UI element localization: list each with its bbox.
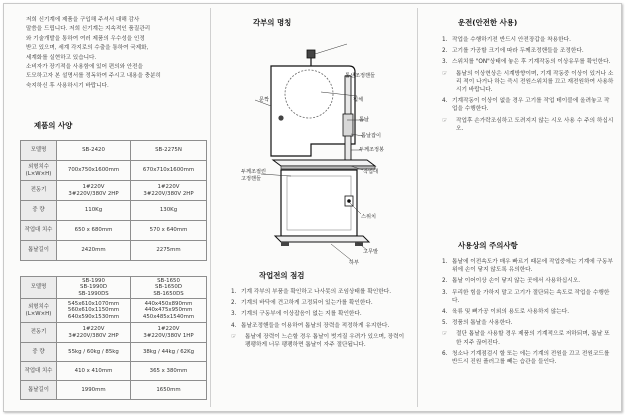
label-blade: 톱날 bbox=[359, 117, 370, 123]
brochure-sheet bbox=[3, 3, 622, 412]
spec-value: 55kg / 60kg / 85kg bbox=[57, 343, 131, 362]
spec-value: 1990mm bbox=[57, 381, 131, 400]
spec-label: 중 량 bbox=[21, 201, 57, 221]
diagram-leader-lines bbox=[211, 4, 416, 264]
spec-label: 외형치수 (L×W×H) bbox=[21, 161, 57, 181]
panel-operation bbox=[418, 4, 621, 411]
spec-value: 130Kg bbox=[131, 201, 207, 221]
spec-label: 전동기 bbox=[21, 323, 57, 343]
spec-value: 1#220V 3#220V/380V 2HP bbox=[131, 181, 207, 201]
spec-value: 410 x 410mm bbox=[57, 362, 131, 381]
spec-value: 1#220V 3#220V/380V 2HP bbox=[57, 181, 131, 201]
check-list bbox=[231, 288, 411, 352]
spec-label: 모델명 bbox=[21, 141, 57, 161]
list-item: 1. 기계 각부의 부품을 확인하고 나사못의 조임상태를 확인한다. bbox=[231, 289, 392, 295]
spec-value: 2420mm bbox=[57, 241, 131, 261]
parts-title: 각부의 명칭 bbox=[253, 18, 292, 27]
spec-value: 365 x 380mm bbox=[131, 362, 207, 381]
label-tension-fix: 고정핸들 bbox=[241, 176, 262, 182]
caution-title: 사용상의 주의사항 bbox=[458, 241, 518, 250]
spec-row bbox=[21, 221, 207, 241]
spec-row bbox=[21, 299, 207, 323]
spec-label: 작업대 치수 bbox=[21, 362, 57, 381]
list-item: 2. 고기를 가공할 크기에 따라 두께조정핸들을 조정한다. bbox=[442, 48, 584, 55]
spec-value: SB-1990 SB-1990D SB-1990DS bbox=[57, 277, 131, 299]
spec-label: 모델명 bbox=[21, 277, 57, 299]
spec-label: 외형치수 (L×W×H) bbox=[21, 299, 57, 323]
spec-value: SB-1650 SB-1650D SB-1650DS bbox=[131, 277, 207, 299]
check-title: 작업전의 점검 bbox=[259, 271, 305, 280]
spec-value: 570 x 640mm bbox=[131, 221, 207, 241]
spec-row bbox=[21, 241, 207, 261]
list-item: 3. 스위치를 "ON"상태에 놓은 후 기계작동의 이상유무를 확인한다. bbox=[442, 59, 611, 66]
list-item: 4. 기계작동이 이상이 없을 경우 고기를 작업 테이블에 올려놓고 작업을 수행한다. bbox=[442, 98, 610, 113]
spec-row bbox=[21, 343, 207, 362]
label-saw-guide: 톱샌조정핸들 bbox=[345, 73, 376, 79]
spec-row bbox=[21, 181, 207, 201]
spec-value: 650 x 680mm bbox=[57, 221, 131, 241]
spec-value: 38kg / 44kg / 62Kg bbox=[131, 343, 207, 362]
spec-value: SB-2420 bbox=[57, 141, 131, 161]
spec-row bbox=[21, 362, 207, 381]
spec-title: 제품의 사양 bbox=[34, 121, 73, 130]
operation-list bbox=[442, 36, 614, 136]
label-wheel: 휠체 bbox=[353, 97, 364, 103]
spec-value: 1#220V 3#220V/380V 1HP bbox=[131, 323, 207, 343]
spec-label: 작업대 치수 bbox=[21, 221, 57, 241]
note-item: ☞ 톱날의 이상현상은 시계방향이며, 기계 작동중 이상이 있거나 소리 적이 나거나 하는 즉시 전원스위치를 끄고 재전원하여 사용하시기 바랍니다. bbox=[442, 69, 614, 94]
spec-value: 440x450x890mm 440x475x950mm 450x485x1540mm bbox=[131, 299, 207, 323]
intro-line: 받고 있으며, 세계 각지로의 수출을 통하여 국제화, bbox=[26, 45, 149, 52]
label-door: 문짝 bbox=[259, 97, 270, 103]
panel-parts bbox=[211, 4, 416, 411]
intro-text bbox=[26, 16, 201, 91]
note-item: ☞ 절단 톱날을 사용할 경우 제품의 기계적으로 저하되며, 톱날 또한 지주 끊어진다. bbox=[442, 330, 610, 346]
spec-table-2 bbox=[20, 276, 207, 400]
list-item: 4. 육류 및 뼈가공 이외의 용도로 사용하지 않는다. bbox=[442, 309, 570, 316]
label-tension: 두께조절린 bbox=[241, 169, 267, 175]
intro-line: 숙지하신 후 사용하시기 바랍니다. bbox=[26, 82, 109, 89]
intro-line: 소비자가 장기적을 사용함에 있어 편의와 안전을 bbox=[26, 64, 143, 71]
list-item: 3. 무리한 힘을 가하지 말고 고기가 절단되는 속도로 작업을 수행한다. bbox=[442, 289, 610, 304]
label-base: 하부 bbox=[349, 260, 360, 266]
intro-line: 세계화를 실현하고 있습니다. bbox=[26, 54, 97, 61]
label-blade-cover: 톱날잡이 bbox=[361, 133, 382, 139]
list-item: 1. 작업을 수행하기전 반드시 안전장갑을 착용한다. bbox=[442, 37, 571, 43]
intro-line: 와 기술개발을 통하여 여러 제품의 우수성을 인정 bbox=[26, 35, 145, 42]
list-item: 6. 청소나 기계점검시 할 또는 에는 기계의 전원을 끄고 전원코드를 반드시 진원 플러그를 빼는 습관을 들인다. bbox=[442, 350, 610, 366]
spec-row bbox=[21, 141, 207, 161]
list-item: 4. 톱날조정핸들을 이용하여 톱날의 장력을 적정하게 유지한다. bbox=[231, 322, 390, 329]
list-item: 2. 기계의 바닥에 견고하게 고정되어 있는가를 확인한다. bbox=[231, 300, 373, 307]
list-item: 1. 톱날에 이전속도가 매우 빠르기 때문에 작업중에는 기계에 구동부위에 손이 닿지 않도록 유의한다. bbox=[442, 259, 613, 274]
spec-value: 1650mm bbox=[131, 381, 207, 400]
label-switch: 스위치 bbox=[361, 214, 377, 220]
label-tension-adj: 두께조정봉 bbox=[359, 147, 385, 153]
spec-label: 전동기 bbox=[21, 181, 57, 201]
label-caster: 고무발 bbox=[363, 249, 379, 255]
operation-title: 운전(안전한 사용) bbox=[458, 18, 518, 27]
spec-value: 2275mm bbox=[131, 241, 207, 261]
spec-value: 670x710x1600mm bbox=[131, 161, 207, 181]
list-item: 2. 톱날 이어이상 손이 닿지 않는 곳에서 사용하십시오. bbox=[442, 278, 581, 285]
intro-line: 말씀을 드립니다. 저희 신기계는 지속적인 품질관리 bbox=[26, 26, 151, 33]
spec-row bbox=[21, 201, 207, 221]
caution-list bbox=[442, 258, 614, 369]
intro-line: 도모하고자 본 설명서를 정독하여 주시고 내용을 충분히 bbox=[26, 73, 161, 80]
spec-value: 110Kg bbox=[57, 201, 131, 221]
note-item: ☞ 톱날에 장력이 느슨할 경우 톱날이 벗겨질 우려가 있으며, 장력이 팽팽하게 너무 팽팽하면 톱날이 자주 절단됩니다. bbox=[231, 332, 405, 349]
spec-value: SB-2275N bbox=[131, 141, 207, 161]
spec-row bbox=[21, 381, 207, 400]
spec-value: 545x610x1070mm 560x610x1150mm 640x590x1530mm bbox=[57, 299, 131, 323]
spec-label: 중 량 bbox=[21, 343, 57, 362]
intro-line: 저희 신기계에 제품을 구입해 주셔서 대해 감사 bbox=[26, 17, 140, 23]
spec-row bbox=[21, 277, 207, 299]
list-item: 3. 기계의 구동부에 이상잡음이 없는 지를 확인한다. bbox=[231, 311, 362, 318]
spec-label: 톱날길이 bbox=[21, 381, 57, 400]
spec-table-1 bbox=[20, 140, 207, 261]
spec-value: 1#220V 3#220V/380V 2HP bbox=[57, 323, 131, 343]
label-table: 작업대 bbox=[363, 169, 379, 175]
spec-label: 톱날길이 bbox=[21, 241, 57, 261]
list-item: 5. 정품의 톱날을 사용한다. bbox=[442, 320, 513, 327]
note-item: ☞ 작업후 손가락조심하고 도려지지 않는 시오 사용 수 주의 하십시오. bbox=[442, 116, 614, 132]
spec-row bbox=[21, 161, 207, 181]
spec-value: 700x750x1600mm bbox=[57, 161, 131, 181]
spec-row bbox=[21, 323, 207, 343]
panel-intro-specs bbox=[4, 4, 209, 411]
